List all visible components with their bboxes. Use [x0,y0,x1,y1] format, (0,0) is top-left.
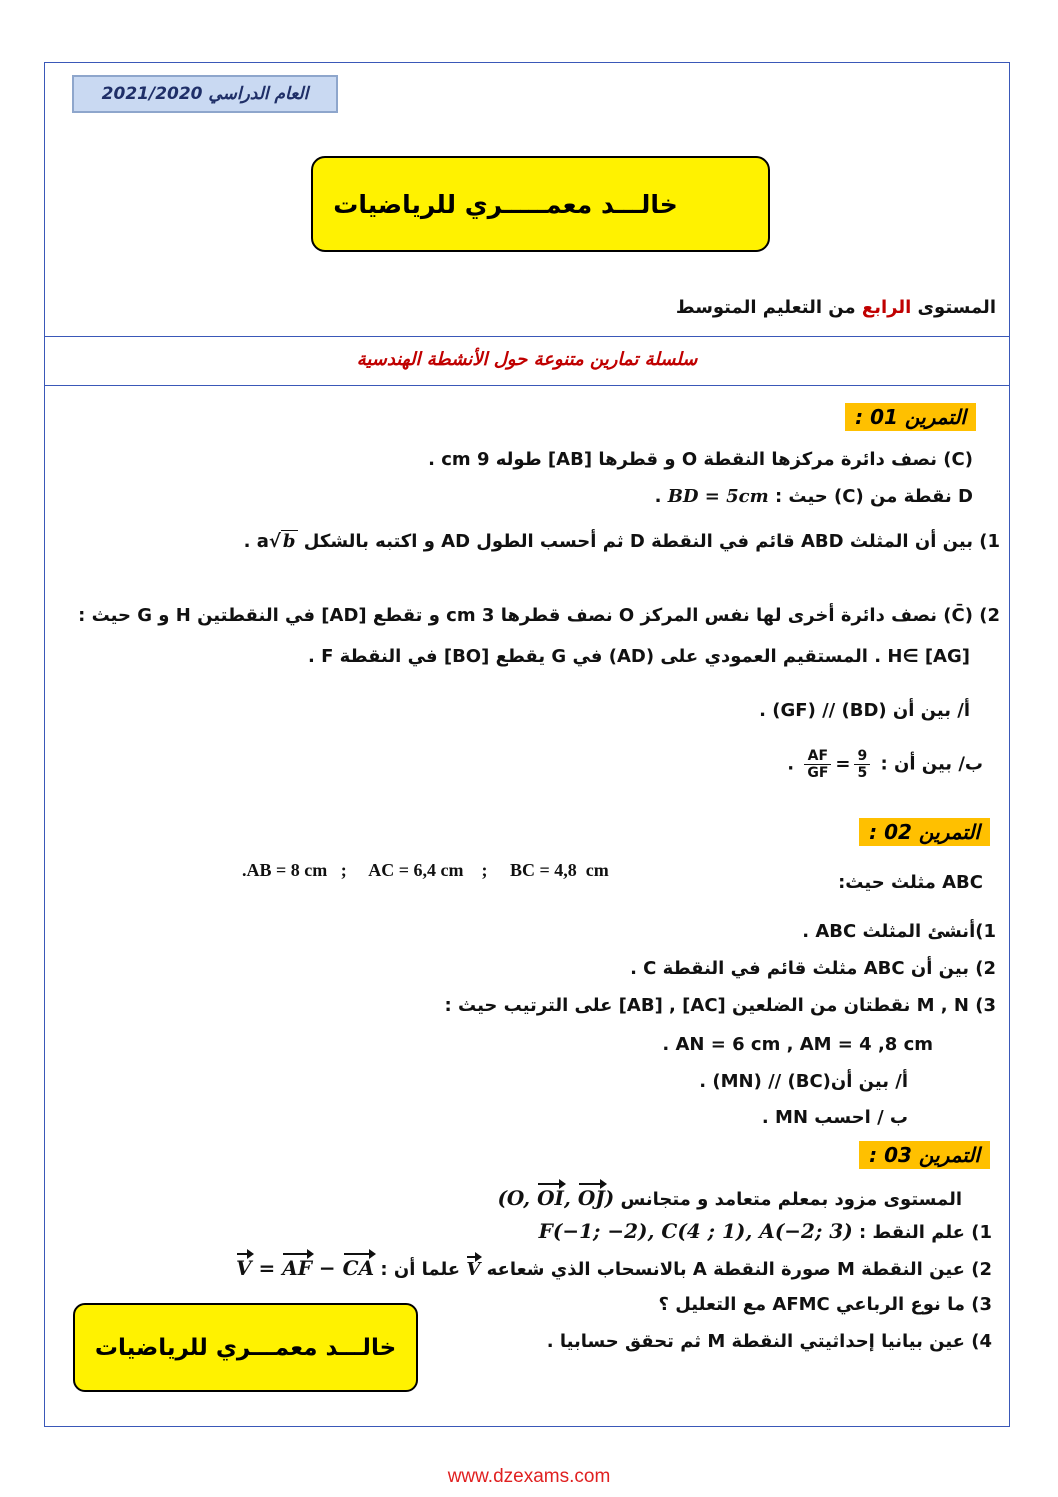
school-year-label: العام الدراسي 2021/2020 [72,75,338,113]
divider-top [44,336,1010,337]
footer-link[interactable]: www.dzexams.com [447,1466,611,1487]
ex1-line-7-text: ب/ بين أن : [874,753,983,775]
exercise-3-title: التمرين 03 : [859,1141,990,1169]
ex3-line-2-text: 1) علم النقط : [852,1222,992,1243]
ex2-line-2: 1)أنشئ المثلث ABC . [802,921,996,942]
exercise-2-title: التمرين 02 : [859,818,990,846]
ex2-line-5 [662,1034,933,1055]
ex3-line-1 [497,1186,962,1210]
frac-den-gf: GF [807,765,829,781]
ex1-line-3-end: . [243,531,257,552]
series-title: سلسلة تمارين متنوعة حول الأنشطة الهندسية [356,349,698,370]
ex1-line-3-text: 1) بين أن المثلث ABD قائم في النقطة D ثم أحسب الطول AD و اكتبه بالشكل [297,531,1000,552]
ex2-line-6: أ/ بين أن(BC) // (MN) . [699,1071,908,1092]
ex2-line-4: 3) M , N نقطتان من الضلعين [AC] , [AB] على الترتيب حيث : [444,995,996,1016]
author-badge-bottom [73,1303,418,1392]
frac-num-af: AF [804,748,831,765]
author-badge-text: خالـــد معمـــري للرياضيات [94,1334,397,1361]
ex1-line-7-end: . [787,753,801,775]
frame-notation: (O, OI, OJ) [497,1186,615,1210]
ex2-line-3: 2) بين أن ABC مثلث قائم في النقطة C . [630,958,996,979]
ex2-lengths: .AB = 8 cm ; AC = 6,4 cm ; BC = 4,8 cm [242,860,609,880]
origin-O: O [506,1186,524,1210]
ex3-line-1-text: المستوى مزود بمعلم متعامد و متجانس [614,1189,962,1210]
ex2-line-7: ب / احسب MN . [761,1107,908,1128]
sqrt-radicand: b [282,531,296,552]
ex1-line-3 [244,530,1000,552]
ex3-line-3-text: 2) عين النقطة M صورة النقطة A بالانسحاب الذي شعاعه [480,1259,992,1280]
vector-ca: CA [342,1256,375,1280]
divider-bottom [44,385,1010,386]
ex3-line-3-mid: علما أن : [374,1259,467,1280]
vector-v: V [466,1259,481,1280]
vector-af: AF [282,1256,312,1280]
ex2-line-5-text: . AN = 6 cm , AM = 4 ,8 cm [662,1034,933,1055]
ex1-line-2-end: . [654,486,668,507]
ex1-line-5: H∈ [AG] . المستقيم العمودي على (AD) في G يقطع [BO] في النقطة F . [307,646,970,667]
level-prefix: المستوى [911,297,996,318]
ex1-line-2-text: D نقطة من (C) حيث : [768,486,973,507]
vector-oj: OJ [577,1186,605,1210]
frac-num-9: 9 [854,748,870,765]
ex2-line-1: ABC مثلث حيث: [838,872,983,893]
ex3-line-4: 3) ما نوع الرباعي AFMC مع التعليل ؟ [658,1294,992,1315]
vector-oi: OI [537,1186,564,1210]
ex3-line-5: 4) عين بيانيا إحداثيتي النقطة M ثم تحقق حسابيا . [546,1331,992,1352]
author-title-box [311,156,770,252]
level-label [676,297,996,318]
level-highlight: الرابع [861,297,912,318]
sqrt-coef: a [256,531,269,552]
ex1-line-7 [787,748,983,781]
ex1-line-1: (C) نصف دائرة مركزها النقطة O و قطرها [AB] طوله 9 cm . [428,449,973,470]
ex3-line-3 [236,1256,992,1280]
ex3-line-2 [539,1219,992,1243]
vector-v-lhs: V [236,1256,252,1280]
level-suffix: من التعليم المتوسط [675,297,862,318]
vector-equation [236,1256,374,1280]
vector-minus-sign: − [311,1256,343,1280]
equals-sign: = [835,753,851,775]
ex3-points: F(−1; −2), C(4 ; 1), A(−2; 3) [538,1219,853,1243]
fraction-af-gf [804,748,831,781]
author-title: خالـــد معمـــــري للرياضيات [333,189,678,219]
ex1-line-6: أ/ بين أن (BD) // (GF) . [759,700,970,721]
sqrt-form [257,530,298,552]
ex1-line-4: 2) (C̄) نصف دائرة أخرى لها نفس المركز O نصف قطرها 3 cm و تقطع [AD] في النقطتين H و G حيث : [78,605,1000,626]
ex1-line-2 [655,486,973,507]
fraction-9-5 [854,748,870,781]
vector-eq-sign: = [251,1256,283,1280]
sqrt-icon: √ [268,531,281,552]
frac-den-5: 5 [857,765,868,781]
ex1-bd-length: BD = 5cm [667,486,769,507]
exercise-1-title: التمرين 01 : [845,403,976,431]
